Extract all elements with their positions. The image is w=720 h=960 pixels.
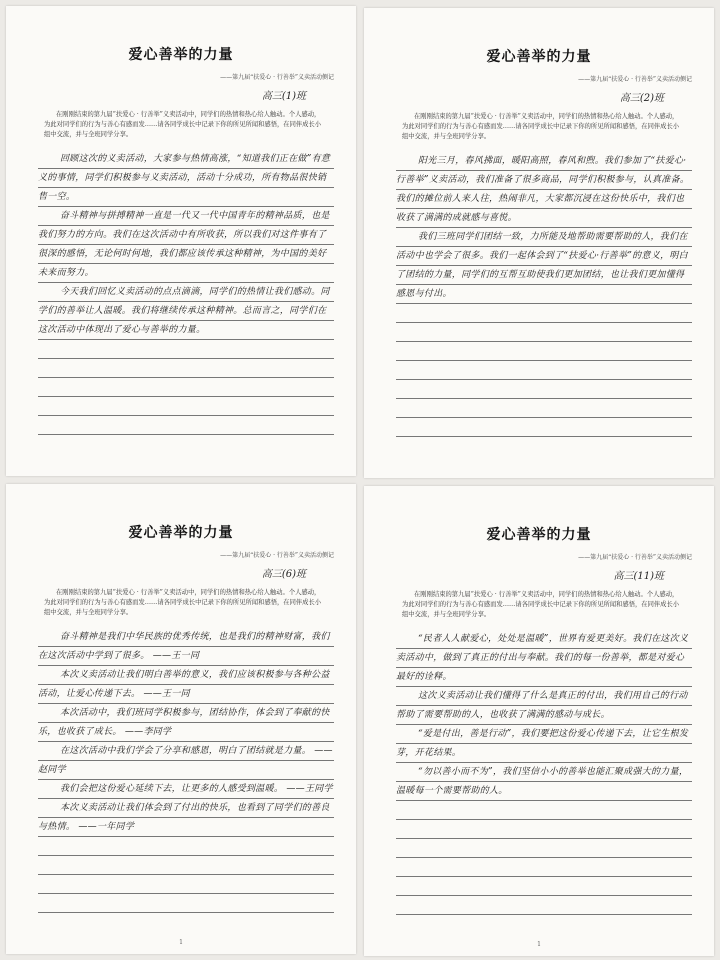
paragraph: 本次义卖活动让我们明白善举的意义，我们应该积极参与各种公益活动，让爱心传递下去。 ——王一同: [38, 670, 330, 699]
ruled-line: [38, 378, 334, 397]
ruled-line: [396, 896, 692, 915]
handwritten-area: [396, 152, 692, 304]
handwritten-area: [38, 150, 334, 340]
paragraph: 今天我们回忆义卖活动的点点滴滴，同学们的热情让我们感动。同学们的善举让人温暖。我们将继续传承这种精神。总而言之，同学们在这次活动中体现出了爱心与善举的力量。: [38, 287, 330, 335]
ruled-line: [38, 837, 334, 856]
paragraph: 奋斗精神与拼搏精神一直是一代又一代中国青年的精神品质，也是我们努力的方向。我们在这次活动中有所收获，所以我们对这件事有了很深的感悟，无论何时何地，我们都应该传承这种精神，为中国的美好未来而努力。: [38, 211, 330, 278]
ruled-line: [396, 323, 692, 342]
ruled-line: [396, 304, 692, 323]
paragraph: “勿以善小而不为”，我们坚信小小的善举也能汇聚成强大的力量，温暖每一个需要帮助的人。: [396, 767, 689, 796]
page-number: 1: [179, 939, 183, 946]
page-number: 1: [537, 941, 541, 948]
paragraph: “爱是付出，善是行动”，我们要把这份爱心传递下去，让它生根发芽，开花结果。: [396, 729, 689, 758]
ruled-line: [38, 416, 334, 435]
ruled-line: [396, 877, 692, 896]
student-class: 高三(2)班: [619, 93, 664, 104]
student-class: 高三(1)班: [261, 91, 306, 102]
ruled-line: [38, 397, 334, 416]
sheet-title: 爱心善举的力量: [486, 49, 592, 65]
student-class: 高三(11)班: [613, 571, 664, 582]
ruled-line: [38, 894, 334, 913]
sheet-title: 爱心善举的力量: [486, 527, 592, 543]
ruled-line: [396, 342, 692, 361]
paragraph: 回顾这次的义卖活动，大家参与热情高涨，“知道我们正在做”有意义的事情，同学们积极参与义卖活动，活动十分成功，所有物品很快销售一空。: [38, 154, 331, 202]
ruled-line: [396, 839, 692, 858]
ruled-line: [38, 340, 334, 359]
sheet-subtitle: ——第九届“扶爱心 · 行善举”义卖活动侧记: [578, 76, 692, 83]
ruled-line: [38, 856, 334, 875]
sheet-subtitle: ——第九届“扶爱心 · 行善举”义卖活动侧记: [578, 554, 692, 561]
ruled-line: [396, 858, 692, 877]
sheet-title: 爱心善举的力量: [128, 525, 234, 541]
paragraph: 这次义卖活动让我们懂得了什么是真正的付出，我们用自己的行动帮助了需要帮助的人，也收获了满满的感动与成长。: [396, 691, 688, 720]
handwritten-area: [396, 630, 692, 801]
paragraph: 本次义卖活动让我们体会到了付出的快乐，也看到了同学们的善良与热情。 ——一年同学: [38, 803, 330, 832]
essay-prompt: 在刚刚结束的第九届“扶爱心 · 行善举”义卖活动中，同学们的热情和热心给人触动。个人感动，为此对同学们的行为与善心有感而发……请各同学成长中记录下你的所见所闻和感悟，在同伴成长小组中交流，并与全班同学分享。: [402, 113, 680, 140]
paragraph: 我们会把这份爱心延续下去，让更多的人感受到温暖。 ——王同学: [60, 784, 333, 794]
ruled-line: [396, 361, 692, 380]
student-class: 高三(6)班: [261, 569, 306, 580]
essay-prompt: 在刚刚结束的第九届“扶爱心 · 行善举”义卖活动中，同学们的热情和热心给人触动。个人感动，为此对同学们的行为与善心有感而发……请各同学成长中记录下你的所见所闻和感悟，在同伴成长小组中交流，并与全班同学分享。: [402, 591, 680, 618]
ruled-line: [396, 399, 692, 418]
paragraph: 在这次活动中我们学会了分享和感恩，明白了团结就是力量。 ——赵同学: [38, 746, 333, 775]
essay-prompt: 在刚刚结束的第九届“扶爱心 · 行善举”义卖活动中，同学们的热情和热心给人触动。个人感动，为此对同学们的行为与善心有感而发……请各同学成长中记录下你的所见所闻和感悟，在同伴成长小组中交流，并与全班同学分享。: [44, 589, 322, 616]
sheet-subtitle: ——第九届“扶爱心 · 行善举”义卖活动侧记: [220, 552, 334, 559]
ruled-line: [396, 418, 692, 437]
ruled-line: [38, 359, 334, 378]
paragraph: 我们三班同学们团结一致，力所能及地帮助需要帮助的人，我们在活动中也学会了很多。我们一起体会到了“扶爱心·行善举”的意义，明白了团结的力量，同学们的互帮互助使我们更加团结，也让我们更加懂得感恩与付出。: [396, 232, 688, 299]
sheet-subtitle: ——第九届“扶爱心 · 行善举”义卖活动侧记: [220, 74, 334, 81]
essay-prompt: 在刚刚结束的第九届“扶爱心 · 行善举”义卖活动中，同学们的热情和热心给人触动。个人感动，为此对同学们的行为与善心有感而发……请各同学成长中记录下你的所见所闻和感悟，在同伴成长小组中交流，并与全班同学分享。: [44, 111, 322, 138]
paragraph: 奋斗精神是我们中华民族的优秀传统，也是我们的精神财富，我们在这次活动中学到了很多。 ——王一同: [38, 632, 330, 661]
essay-sheet-2: [364, 8, 714, 478]
sheet-title: 爱心善举的力量: [128, 47, 234, 63]
handwritten-area: [38, 628, 334, 837]
paragraph: 阳光三月，春风拂面，暖阳高照，春风和煦。我们参加了“扶爱心·行善举”义卖活动，我们准备了很多商品，同学们积极参与，认真准备。我们的摊位前人来人往，热闹非凡，大家都沉浸在这份快乐中，我们也收获了满满的成就感与喜悦。: [396, 156, 690, 223]
ruled-line: [38, 875, 334, 894]
essay-sheet-4: [364, 486, 714, 956]
essay-sheet-3: [6, 484, 356, 954]
paragraph: 本次活动中，我们班同学积极参与，团结协作，体会到了奉献的快乐，也收获了成长。 ——李同学: [38, 708, 330, 737]
ruled-line: [396, 380, 692, 399]
paragraph: “民者人人献爱心，处处是温暖”，世界有爱更美好。我们在这次义卖活动中，做到了真正的付出与奉献。我们的每一份善举，都是对爱心最好的诠释。: [396, 634, 689, 682]
essay-sheet-1: [6, 6, 356, 476]
ruled-line: [396, 801, 692, 820]
ruled-line: [396, 820, 692, 839]
